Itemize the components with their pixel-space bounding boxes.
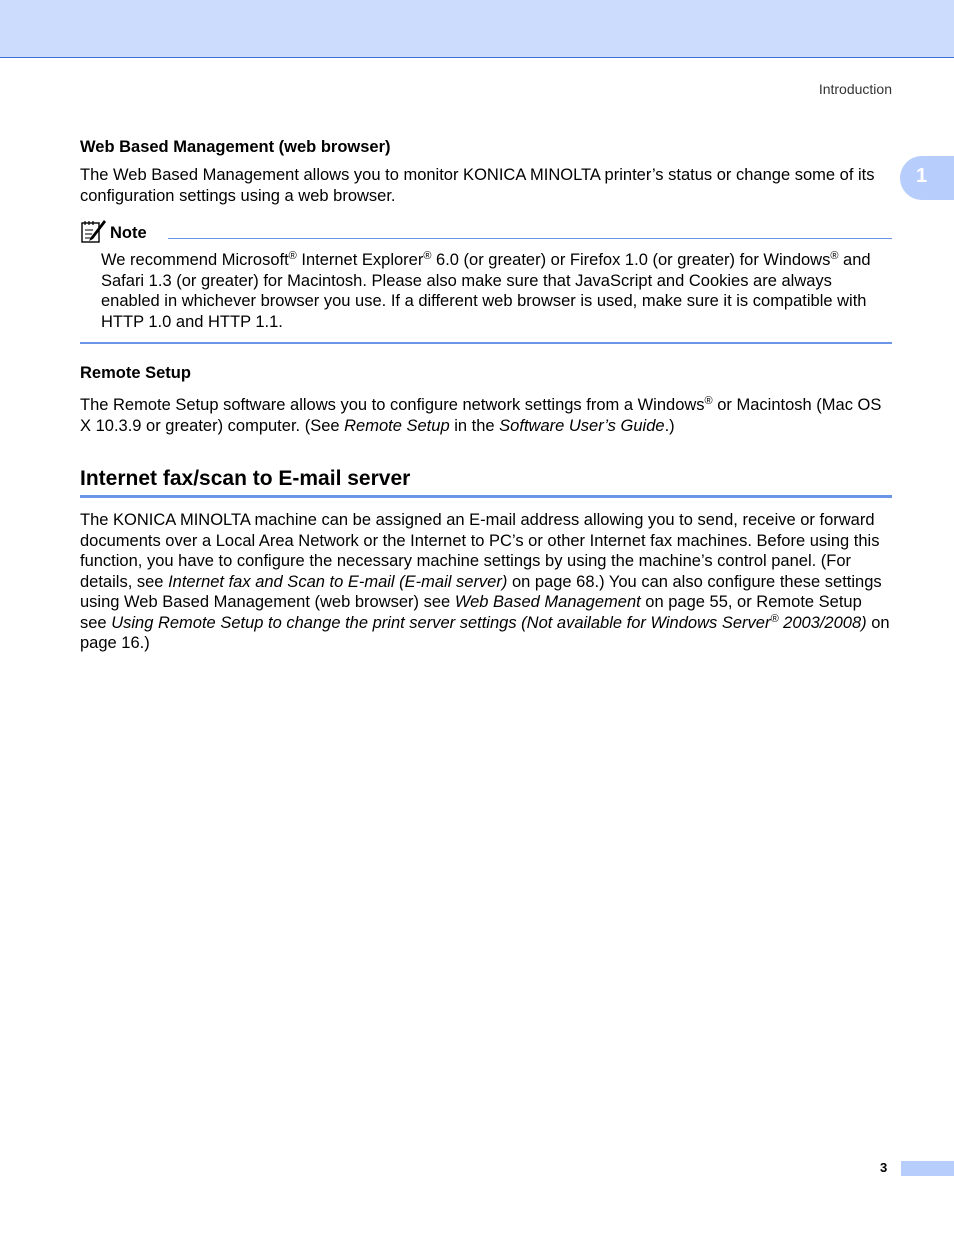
remote-setup-heading: Remote Setup [80, 364, 191, 382]
internet-fax-link[interactable]: Internet fax and Scan to E-mail (E-mail server) [168, 572, 508, 591]
note-pencil-icon [80, 218, 106, 244]
chapter-number: 1 [916, 165, 928, 187]
web-management-heading: Web Based Management (web browser) [80, 138, 391, 156]
note-title: Note [110, 224, 147, 242]
heading-rule [80, 495, 892, 498]
internet-fax-body: The KONICA MINOLTA machine can be assigned an E-mail address allowing you to send, receive or forward documents over a Local Area Network or the Internet to PC’s or other Internet fax machines. Before using this function, you have to configure the necessary machine settings by using the machine’s control panel. (For details, see Internet fax and Scan to E-mail (E-mail server) on page 68.) You can also configure these settings using Web Based Management (web browser) see Web Based Management on page 55, or Remote Setup see Using Remote Setup to change the print server settings (Not available for Windows Server® 2003/2008) on page 16.) [80, 511, 890, 652]
chapter-tab [900, 156, 954, 200]
top-header-band [0, 0, 954, 58]
note-top-rule [168, 238, 892, 239]
note-bottom-rule [80, 342, 892, 344]
note-body: We recommend Microsoft® Internet Explorer® 6.0 (or greater) or Firefox 1.0 (or greater) for Windows® and Safari 1.3 (or greater) for Macintosh. Please also make sure that JavaScript and Cookies are always enabled in whichever browser you use. If a different web browser is used, make sure it is compatible with HTTP 1.0 and HTTP 1.1. [101, 250, 871, 331]
remote-setup-link[interactable]: Remote Setup [344, 416, 450, 435]
remote-setup-server-link[interactable]: Using Remote Setup to change the print server settings (Not available for Windows Server® 2003/2008) [111, 612, 867, 632]
page-number-tab [901, 1161, 954, 1176]
remote-setup-body: The Remote Setup software allows you to configure network settings from a Windows® or Macintosh (Mac OS X 10.3.9 or greater) computer. (See Remote Setup in the Software User’s Guide.) [80, 395, 882, 435]
internet-fax-heading: Internet fax/scan to E-mail server [80, 467, 411, 490]
note-header [80, 218, 892, 246]
running-header-title: Introduction [818, 81, 892, 97]
page-number: 3 [880, 1160, 888, 1175]
web-management-link[interactable]: Web Based Management [454, 593, 641, 611]
software-guide-link[interactable]: Software User’s Guide [499, 416, 665, 435]
web-management-body: The Web Based Management allows you to monitor KONICA MINOLTA printer’s status or change some of its configuration settings using a web browser. [80, 166, 875, 205]
